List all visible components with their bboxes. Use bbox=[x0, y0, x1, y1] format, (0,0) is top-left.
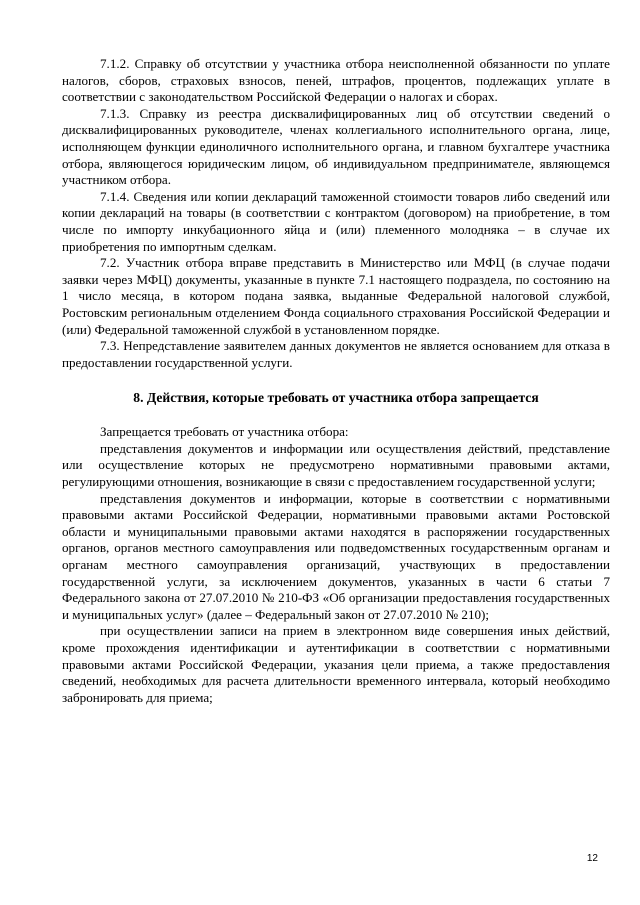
paragraph-prohibited-3: при осуществлении записи на прием в электронном виде совершения иных действий, кроме прохождения идентификации и аутентификации в соответствии с нормативными правовыми актами Российской Федерации, указания цели приема, а также предоставления сведений, необходимых для расчета длительности временного интервала, который необходимо забронировать для приема; bbox=[62, 623, 610, 705]
paragraph-7-1-3: 7.1.3. Справку из реестра дисквалифицированных лиц об отсутствии сведений о дисквалифицированных руководителе, членах коллегиального исполнительного органа, лице, исполняющем функции единоличного исполнительного органа, и главном бухгалтере участника отбора, являющегося юридическим лицом, об индивидуальном предпринимателе, являющемся участником отбора. bbox=[62, 105, 610, 188]
paragraph-prohibited-1: представления документов и информации или осуществления действий, представление или осуществление которых не предусмотрено нормативными правовыми актами, регулирующими отношения, возникающие в связи с предоставлением государственной услуги; bbox=[62, 440, 610, 490]
paragraph-prohibited-intro: Запрещается требовать от участника отбора: bbox=[100, 424, 349, 440]
paragraph-7-1-2: 7.1.2. Справку об отсутствии у участника отбора неисполненной обязанности по уплате налогов, сборов, страховых взносов, пеней, штрафов, процентов, подлежащих уплате в соответствии с законодательством Российской Федерации о налогах и сборах. bbox=[62, 56, 610, 105]
paragraph-7-1-4: 7.1.4. Сведения или копии деклараций таможенной стоимости товаров либо сведений или копии деклараций на товары (в соответствии с контрактом (договором) на приобретение, в том числе по импорту инкубационного яйца и (или) племенного молодняка – в случае их приобретения по импортным сделкам. bbox=[62, 188, 610, 254]
section-heading: 8. Действия, которые требовать от участника отбора запрещается bbox=[133, 390, 539, 406]
document-body bbox=[62, 56, 610, 706]
paragraph-prohibited-2: представления документов и информации, которые в соответствии с нормативными правовыми актами Российской Федерации, нормативными правовыми актами Ростовской области и муниципальными правовыми актами находятся в распоряжении государственных органов, органов местного самоуправления или подведомственных государственным органам и органам местного самоуправления организаций, участвующих в предоставлении государственной услуги, за исключением документов, указанных в части 6 статьи 7 Федерального закона от 27.07.2010 № 210-ФЗ «Об организации предоставления государственных и муниципальных услуг» (далее – Федеральный закон от 27.07.2010 № 210); bbox=[62, 490, 610, 622]
paragraph-7-3: 7.3. Непредставление заявителем данных документов не является основанием для отказа в предоставлении государственной услуги. bbox=[62, 338, 610, 370]
page-number: 12 bbox=[586, 853, 598, 864]
paragraph-7-2: 7.2. Участник отбора вправе представить в Министерство или МФЦ (в случае подачи заявки через МФЦ) документы, указанные в пункте 7.1 настоящего подраздела, по состоянию на 1 число месяца, в котором подана заявка, выданные Федеральной налоговой службой, Ростовским региональным отделением Фонда социального страхования Российской Федерации и (или) Федеральной таможенной службой в установленном порядке. bbox=[62, 255, 610, 337]
